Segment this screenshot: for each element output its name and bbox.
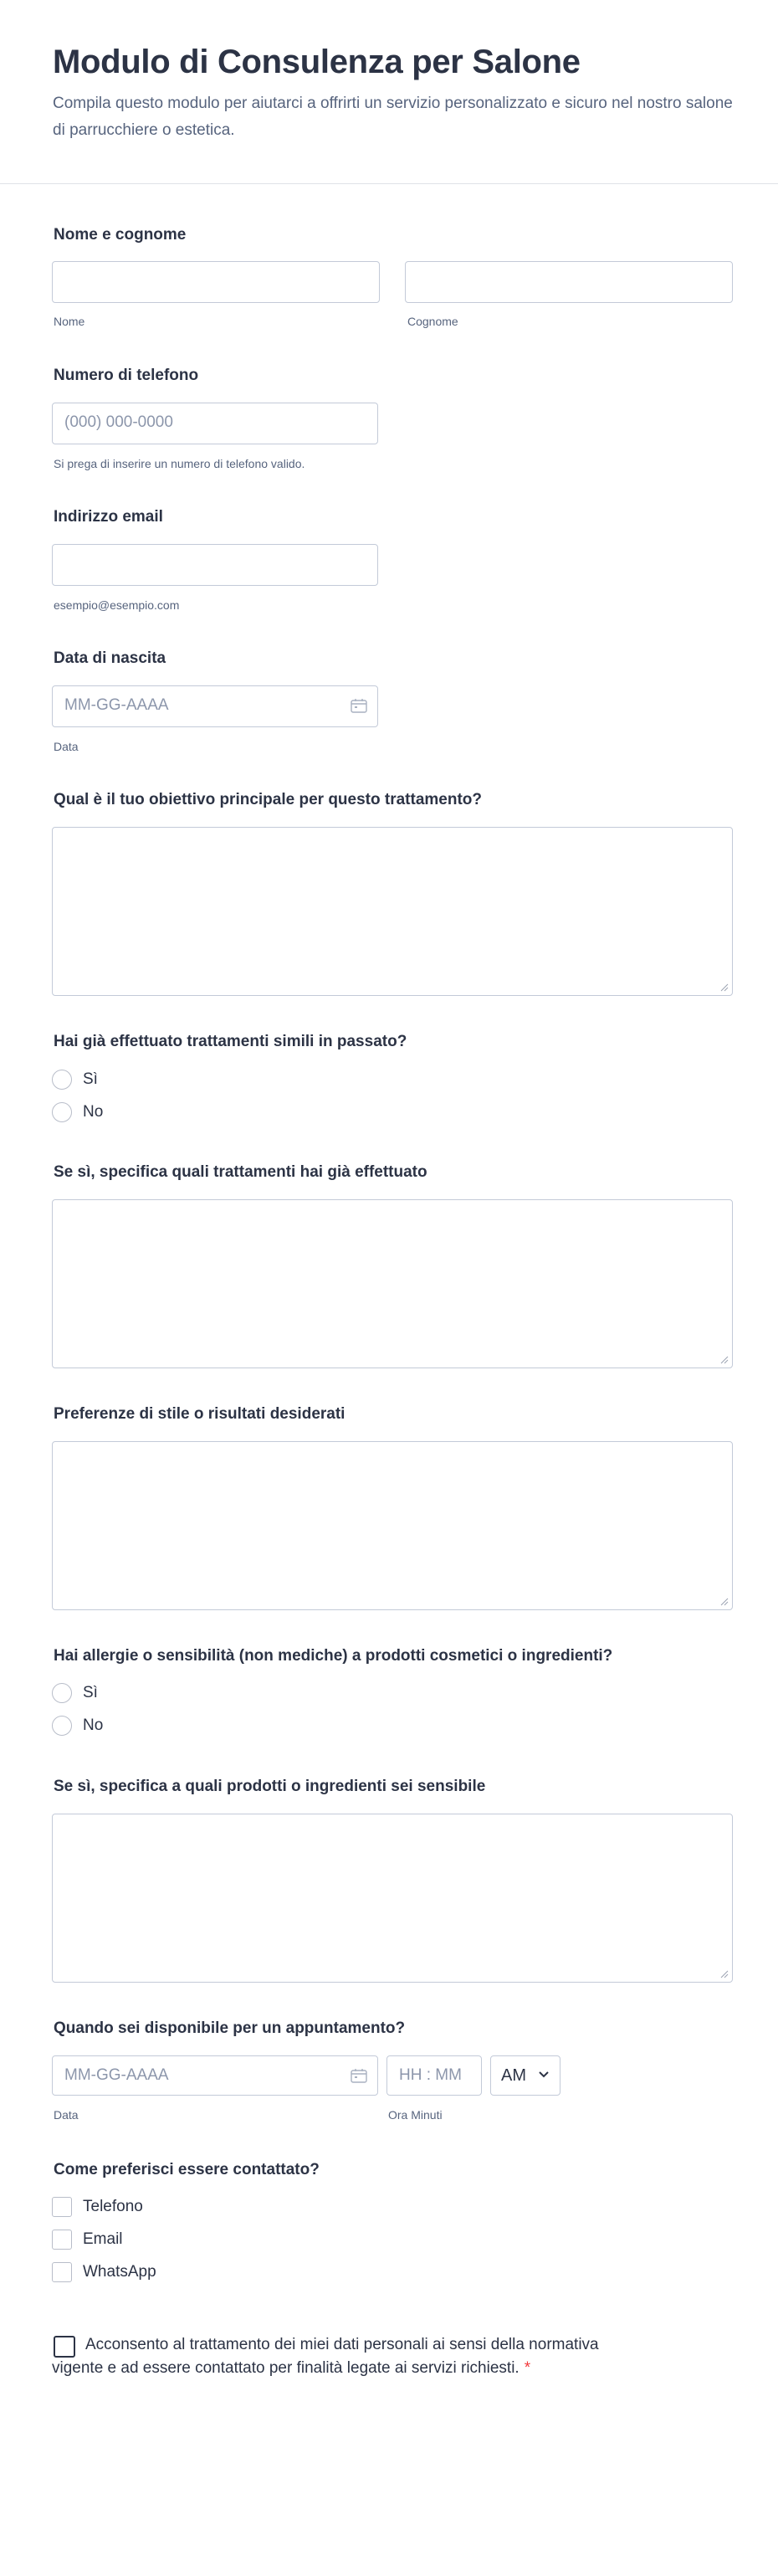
page-subtitle: Compila questo modulo per aiutarci a offrirti un servizio personalizzato e sicuro nel nostro salone di parrucchiere o estetica. (53, 95, 733, 139)
birth-date-input[interactable] (52, 685, 378, 727)
resize-handle-icon[interactable] (719, 1596, 729, 1606)
previous-detail-label: Se sì, specifica quali trattamenti hai già effettuato (54, 1163, 427, 1181)
allergy-radio-no[interactable] (52, 1716, 72, 1736)
phone-placeholder: (000) 000-0000 (64, 413, 173, 431)
previous-option-no[interactable]: No (83, 1103, 104, 1121)
consent-checkbox[interactable] (54, 2336, 75, 2358)
style-label: Preferenze di stile o risultati desiderati (54, 1405, 345, 1423)
last-name-input[interactable] (405, 261, 733, 303)
email-label: Indirizzo email (54, 508, 163, 526)
allergy-option-yes[interactable]: Sì (83, 1684, 98, 1701)
first-name-sublabel: Nome (54, 315, 85, 328)
first-name-input[interactable] (52, 261, 380, 303)
calendar-icon[interactable] (351, 2068, 367, 2083)
previous-label: Hai già effettuato trattamenti simili in passato? (54, 1033, 407, 1050)
contact-checkbox-phone[interactable] (52, 2197, 72, 2217)
allergy-label: Hai allergie o sensibilità (non mediche) a prodotti cosmetici o ingredienti? (54, 1647, 613, 1665)
ampm-select[interactable] (490, 2055, 560, 2096)
contact-option-whatsapp[interactable]: WhatsApp (83, 2263, 156, 2281)
previous-option-yes[interactable]: Sì (83, 1070, 98, 1088)
phone-label: Numero di telefono (54, 367, 199, 384)
goal-textarea[interactable] (52, 827, 733, 996)
consent-field (52, 2333, 604, 2380)
birth-date-placeholder: MM-GG-AAAA (64, 696, 169, 714)
contact-checkbox-whatsapp[interactable] (52, 2262, 72, 2282)
availability-time-sublabel: Ora Minuti (388, 2108, 443, 2122)
consent-text: Acconsento al trattamento dei miei dati personali ai sensi della normativa vigente e ad essere contattato per finalità legate ai servizi richiesti. (52, 2336, 599, 2377)
phone-input[interactable] (52, 403, 378, 444)
ampm-value: AM (501, 2066, 526, 2085)
availability-label: Quando sei disponibile per un appuntamento? (54, 2019, 406, 2037)
contact-option-email[interactable]: Email (83, 2230, 123, 2248)
allergy-detail-label: Se sì, specifica a quali prodotti o ingredienti sei sensibile (54, 1778, 486, 1795)
previous-detail-textarea[interactable] (52, 1199, 733, 1368)
email-input[interactable] (52, 544, 378, 586)
chevron-down-icon (539, 2071, 549, 2078)
previous-radio-yes[interactable] (52, 1070, 72, 1090)
contact-checkbox-email[interactable] (52, 2230, 72, 2250)
contact-option-phone[interactable]: Telefono (83, 2198, 143, 2215)
availability-date-placeholder: MM-GG-AAAA (64, 2066, 169, 2084)
availability-date-input[interactable] (52, 2055, 378, 2096)
name-label: Nome e cognome (54, 226, 187, 244)
last-name-sublabel: Cognome (407, 315, 458, 328)
resize-handle-icon[interactable] (719, 1968, 729, 1978)
allergy-detail-textarea[interactable] (52, 1814, 733, 1983)
phone-hint: Si prega di inserire un numero di telefono valido. (54, 457, 305, 470)
availability-time-placeholder: HH : MM (399, 2066, 462, 2084)
resize-handle-icon[interactable] (719, 982, 729, 992)
required-asterisk: * (524, 2359, 531, 2377)
contact-label: Come preferisci essere contattato? (54, 2161, 320, 2178)
availability-time-input[interactable] (386, 2055, 482, 2096)
page-title: Modulo di Consulenza per Salone (53, 44, 581, 80)
allergy-radio-yes[interactable] (52, 1683, 72, 1703)
goal-label: Qual è il tuo obiettivo principale per questo trattamento? (54, 791, 482, 808)
calendar-icon[interactable] (351, 698, 367, 713)
birth-label: Data di nascita (54, 649, 166, 667)
email-hint: esempio@esempio.com (54, 598, 180, 612)
allergy-option-no[interactable]: No (83, 1716, 104, 1734)
previous-radio-no[interactable] (52, 1102, 72, 1122)
resize-handle-icon[interactable] (719, 1354, 729, 1364)
availability-date-sublabel: Data (54, 2108, 79, 2122)
form-header (0, 0, 778, 184)
birth-date-sublabel: Data (54, 740, 79, 753)
style-textarea[interactable] (52, 1441, 733, 1610)
